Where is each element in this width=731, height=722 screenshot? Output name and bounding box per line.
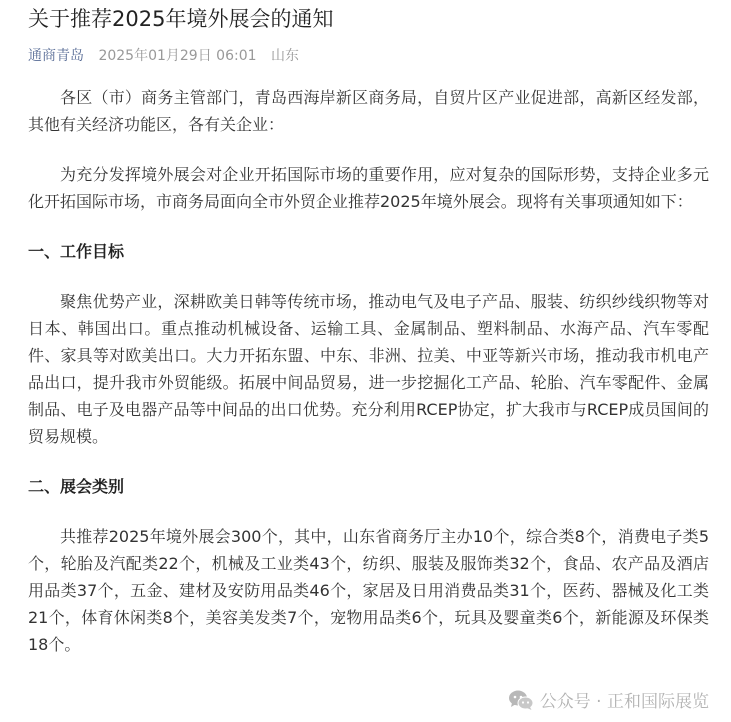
publish-time: 2025年01月29日 06:01	[98, 48, 257, 64]
article-title: 关于推荐2025年境外展会的通知	[28, 7, 334, 31]
watermark-text: 公众号 · 正和国际展览	[539, 692, 709, 712]
article-meta	[28, 46, 709, 66]
section-heading-goals: 一、工作目标	[28, 242, 125, 261]
categories-paragraph: 共推荐2025年境外展会300个，其中，山东省商务厅主办10个，综合类8个，消费电子类5个，轮胎及汽配类22个，机械及工业类43个，纺织、服装及服饰类32个，食品、农产品及酒店用品类37个，五金、建材及安防用品类46个，家居及日用消费品类31个，医药、器械及化工类21个，体育休闲类8个，美容美发类7个，宠物用品类6个，玩具及婴童类6个，新能源及环保类18个。	[28, 527, 709, 654]
account-name-link[interactable]: 通商青岛	[28, 48, 84, 64]
publish-location: 山东	[270, 48, 299, 64]
greeting-paragraph: 各区（市）商务主管部门，青岛西海岸新区商务局，自贸片区产业促进部，高新区经发部，其他有关经济功能区，各有关企业：	[28, 88, 709, 134]
intro-paragraph: 为充分发挥境外展会对企业开拓国际市场的重要作用，应对复杂的国际形势，支持企业多元化开拓国际市场，市商务局面向全市外贸企业推荐2025年境外展会。现将有关事项通知如下：	[28, 165, 709, 211]
goals-paragraph: 聚焦优势产业，深耕欧美日韩等传统市场，推动电气及电子产品、服装、纺织纱线织物等对日本、韩国出口。重点推动机械设备、运输工具、金属制品、塑料制品、水海产品、汽车零配件、家具等对欧美出口。大力开拓东盟、中东、非洲、拉美、中亚等新兴市场，推动我市机电产品出口，提升我市外贸能级。拓展中间品贸易，进一步挖掘化工产品、轮胎、汽车零配件、金属制品、电子及电器产品等中间品的出口优势。充分利用RCEP协定，扩大我市与RCEP成员国间的贸易规模。	[28, 292, 709, 446]
source-watermark	[508, 687, 709, 712]
wechat-icon	[508, 689, 534, 711]
article-content	[28, 84, 709, 658]
section-heading-categories: 二、展会类别	[28, 477, 125, 496]
